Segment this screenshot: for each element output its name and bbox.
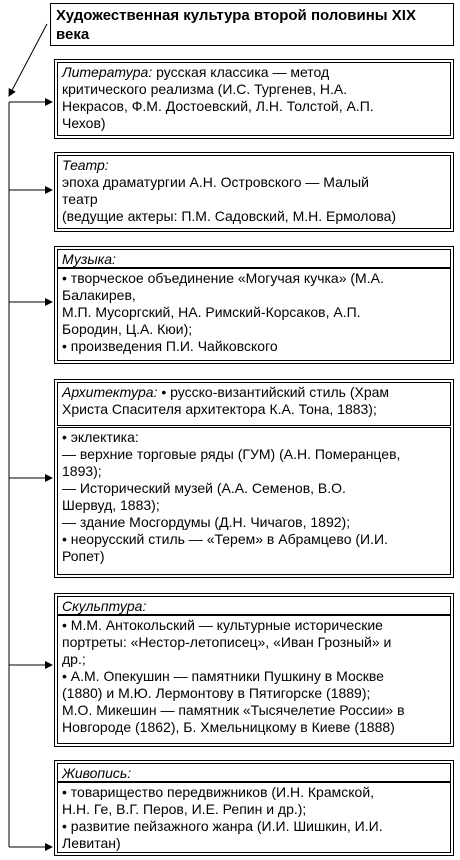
section-line: 1893);	[62, 463, 102, 479]
section-painting	[54, 760, 454, 856]
section-line: Левитан)	[62, 835, 121, 851]
title-arrow	[9, 24, 47, 96]
section-line: критического реализма (И.С. Тургенев, Н.А.	[62, 81, 348, 97]
section-heading: Скульптура:	[62, 598, 147, 614]
section-painting-heading-box	[57, 763, 451, 782]
section-line: • русско-византийский стиль (Храм	[157, 384, 390, 400]
section-line: Некрасов, Ф.М. Достоевский, Л.Н. Толстой, А.П.	[62, 98, 374, 114]
diagram-title: Художественная культура второй половины XIX века	[56, 7, 416, 43]
section-line: Новгороде (1862), Б. Хмельницкому в Киеве (1888)	[62, 719, 395, 735]
section-music	[54, 246, 454, 364]
section-line: — Исторический музей (А.А. Семенов, В.О.	[62, 480, 346, 496]
section-heading: Музыка:	[62, 251, 116, 267]
section-line: • товарищество передвижников (И.Н. Крамской,	[62, 784, 375, 800]
section-literature-inner	[57, 62, 451, 136]
section-line: • А.М. Опекушин — памятники Пушкину в Москве	[62, 668, 384, 684]
section-line: • неорусский стиль — «Терем» в Абрамцево (И.И.	[62, 531, 388, 547]
section-line: Христа Спасителя архитектора К.А. Тона, 1883);	[62, 401, 377, 417]
section-line: театр	[62, 191, 98, 207]
section-line: • М.М. Антокольский — культурные исторические	[62, 617, 383, 633]
section-sculpture-body	[57, 615, 451, 744]
section-line: Шервуд, 1883);	[62, 497, 160, 513]
section-line: Бородин, Ц.А. Кюи);	[62, 321, 193, 337]
section-line: (ведущие актеры: П.М. Садовский, М.Н. Ермолова)	[62, 208, 397, 224]
section-line: — здание Мосгордумы (Д.Н. Чичагов, 1892);	[62, 514, 351, 530]
section-line: М.О. Микешин — памятник «Тысячелетие России» в	[62, 702, 405, 718]
section-heading: Театр:	[62, 157, 109, 173]
section-music-body	[57, 268, 451, 361]
section-line: (1880) и М.Ю. Лермонтову в Пятигорске (1889);	[62, 685, 371, 701]
section-line: Чехов)	[62, 115, 106, 131]
section-heading: Литература:	[62, 64, 153, 80]
section-line: др.;	[62, 651, 86, 667]
section-literature	[54, 59, 454, 139]
section-architecture-body	[57, 427, 451, 575]
section-sculpture	[54, 593, 454, 747]
section-heading: Архитектура:	[62, 384, 158, 400]
section-line: — верхние торговые ряды (ГУМ) (А.Н. Померанцев,	[62, 446, 401, 462]
section-line: • произведения П.И. Чайковского	[62, 338, 278, 354]
section-architecture-top	[57, 382, 451, 426]
section-architecture	[54, 379, 454, 578]
section-line: • творческое объединение «Могучая кучка» (М.А.	[62, 270, 384, 286]
section-painting-body	[57, 782, 451, 853]
section-line: Н.Н. Ге, В.Г. Перов, И.Е. Репин и др.);	[62, 801, 307, 817]
section-line: эпоха драматургии А.Н. Островского — Малый	[62, 174, 369, 190]
section-music-heading-box	[57, 249, 451, 268]
section-theatre	[54, 152, 454, 232]
section-heading: Живопись:	[62, 765, 132, 781]
section-line: Балакирев,	[62, 287, 136, 303]
section-line: русская классика — метод	[152, 64, 330, 80]
diagram-title-box	[50, 3, 454, 46]
section-theatre-inner	[57, 155, 451, 229]
section-line: • развитие пейзажного жанра (И.И. Шишкин, И.И.	[62, 818, 383, 834]
section-line: Ропет)	[62, 548, 105, 564]
section-line: М.П. Мусоргский, НА. Римский-Корсаков, А.П.	[62, 304, 361, 320]
section-sculpture-heading-box	[57, 596, 451, 615]
section-line: • эклектика:	[62, 429, 139, 445]
section-line: портреты: «Нестор-летописец», «Иван Грозный» и	[62, 634, 392, 650]
